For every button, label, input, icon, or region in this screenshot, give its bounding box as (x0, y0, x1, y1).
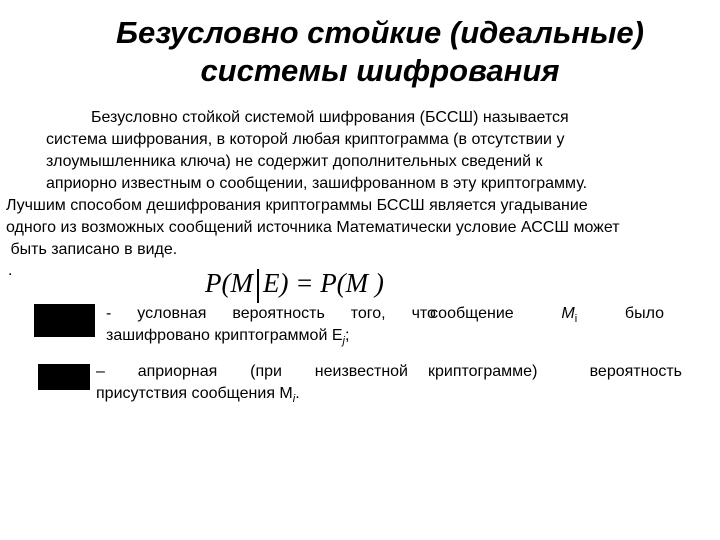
paragraph-line: одного из возможных сообщений источника Математически условие АССШ может (6, 219, 620, 236)
word: что (411, 305, 436, 322)
paragraph-line: система шифрования, в которой любая криптограмма (в отсутствии у (46, 131, 565, 148)
title-line-2: системы шифрования (200, 53, 560, 88)
paragraph-line: Безусловно стойкой системой шифрования (БССШ) называется (91, 109, 569, 126)
word: вероятность (589, 363, 682, 380)
paragraph-line: априорно известным о сообщении, зашифрованном в эту криптограмму. (46, 175, 588, 192)
redacted-formula-2 (38, 364, 90, 390)
symbol: $M_i$ (561, 305, 578, 326)
word: сообщение (430, 305, 514, 322)
def2-line1-left (96, 361, 408, 383)
def1-line1-right (430, 303, 664, 330)
def2-line2: присутствия сообщения $M_i$. (96, 385, 300, 406)
conditional-bar (257, 269, 259, 303)
def2-line1-right (428, 361, 682, 383)
redacted-formula-1 (34, 304, 95, 337)
paragraph-line: злоумышленника ключа) не содержит дополнительных сведений к (46, 153, 543, 170)
paragraph-line: быть записано в виде. (6, 241, 178, 258)
formula-left: P(M (205, 268, 253, 298)
word: вероятность (232, 305, 325, 322)
word: криптограмме) (428, 363, 538, 380)
word: было (624, 305, 664, 322)
formula (205, 268, 384, 303)
method-paragraph (6, 195, 718, 261)
word: – (96, 363, 105, 380)
stray-dot: . (8, 262, 13, 279)
word: (при (250, 363, 282, 380)
word: - (106, 305, 112, 322)
formula-right: E) = P(M ) (262, 268, 384, 298)
slide-title (60, 14, 700, 90)
word: того, (350, 305, 386, 322)
word: условная (137, 305, 207, 322)
word: неизвестной (314, 363, 408, 380)
paragraph-line: Лучшим способом дешифрования криптограммы БССШ является угадывание (6, 197, 588, 214)
word: априорная (137, 363, 218, 380)
def1-line2: зашифровано криптограммой $E_j$; (106, 327, 350, 348)
title-line-1: Безусловно стойкие (идеальные) (116, 15, 644, 50)
def1-line1-left (106, 303, 436, 325)
definition-paragraph (46, 107, 706, 195)
